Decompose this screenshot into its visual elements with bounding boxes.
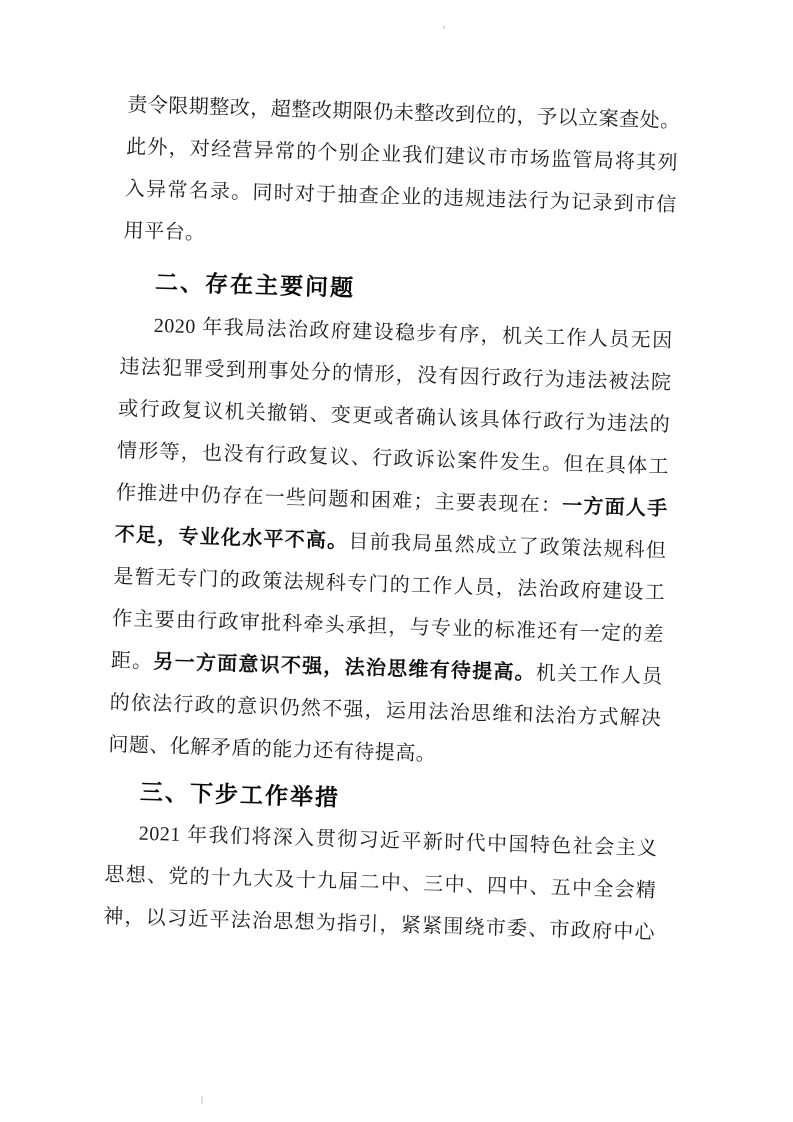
text-line: 情形等，也没有行政复议、行政诉讼案件发生。但在具体工 [116,439,670,479]
text-run: 机关工作人员 [535,662,663,689]
text-line: 思想、党的十九大及十九届二中、三中、四中、五中全会精 [104,863,657,903]
text-line: 责令限期整改，超整改期限仍未整改到位的，予以立案查处。 [127,93,681,133]
section-heading-next-steps: 三、下步工作举措 [139,778,341,811]
paragraph-continuation [123,84,680,268]
paragraph-problems [108,304,673,782]
text-run: 作推进中仍存在一些问题和困难；主要表现在： [115,481,563,518]
scan-artifact-speck [201,1096,203,1104]
text-line: 作主要由行政审批科牵头承担，与专业的标准还有一定的差 [111,607,665,647]
text-line: 的依法行政的意识仍然不强，运用法治思维和法治方式解决 [109,691,662,731]
text-line: 问题、化解矛盾的能力还有待提高。 [108,733,437,766]
section-heading-problems: 二、存在主要问题 [154,268,356,301]
text-line: 是暂无专门的政策法规科专门的工作人员，法治政府建设工 [113,565,666,605]
paragraph-next-steps [103,812,658,954]
text-run: 目前我局虽然成立了政策法规科但 [348,530,667,563]
text-line: 或行政复议机关撤销、变更或者确认该具体行政行为违法的 [118,397,671,437]
text-run-bold: 一方面人手 [561,495,668,521]
text-line: 入异常名录。同时对于抽查企业的违规违法行为记录到市信 [124,177,677,217]
text-line: 违法犯罪受到刑事处分的情形，没有因行政行为违法被法院 [119,355,672,395]
document-content [103,84,680,954]
text-line: 2020 年我局法治政府建设稳步有序，机关工作人员无因 [153,314,673,353]
text-line: 2021 年我们将深入贯彻习近平新时代中国特色社会主义 [138,822,658,861]
scan-artifact-speck [443,26,445,29]
text-line: 此外，对经营异常的个别企业我们建议市市场监管局将其列 [125,135,679,175]
text-line: 神，以习近平法治思想为指引，紧紧围绕市委、市政府中心 [102,905,656,945]
text-line: 用平台。 [123,219,206,245]
text-run-bold: 不足，专业化水平不高。 [114,523,349,553]
text-run: 距。 [110,649,154,674]
text-run-bold: 另一方面意识不强，法治思维有待提高。 [153,651,537,685]
